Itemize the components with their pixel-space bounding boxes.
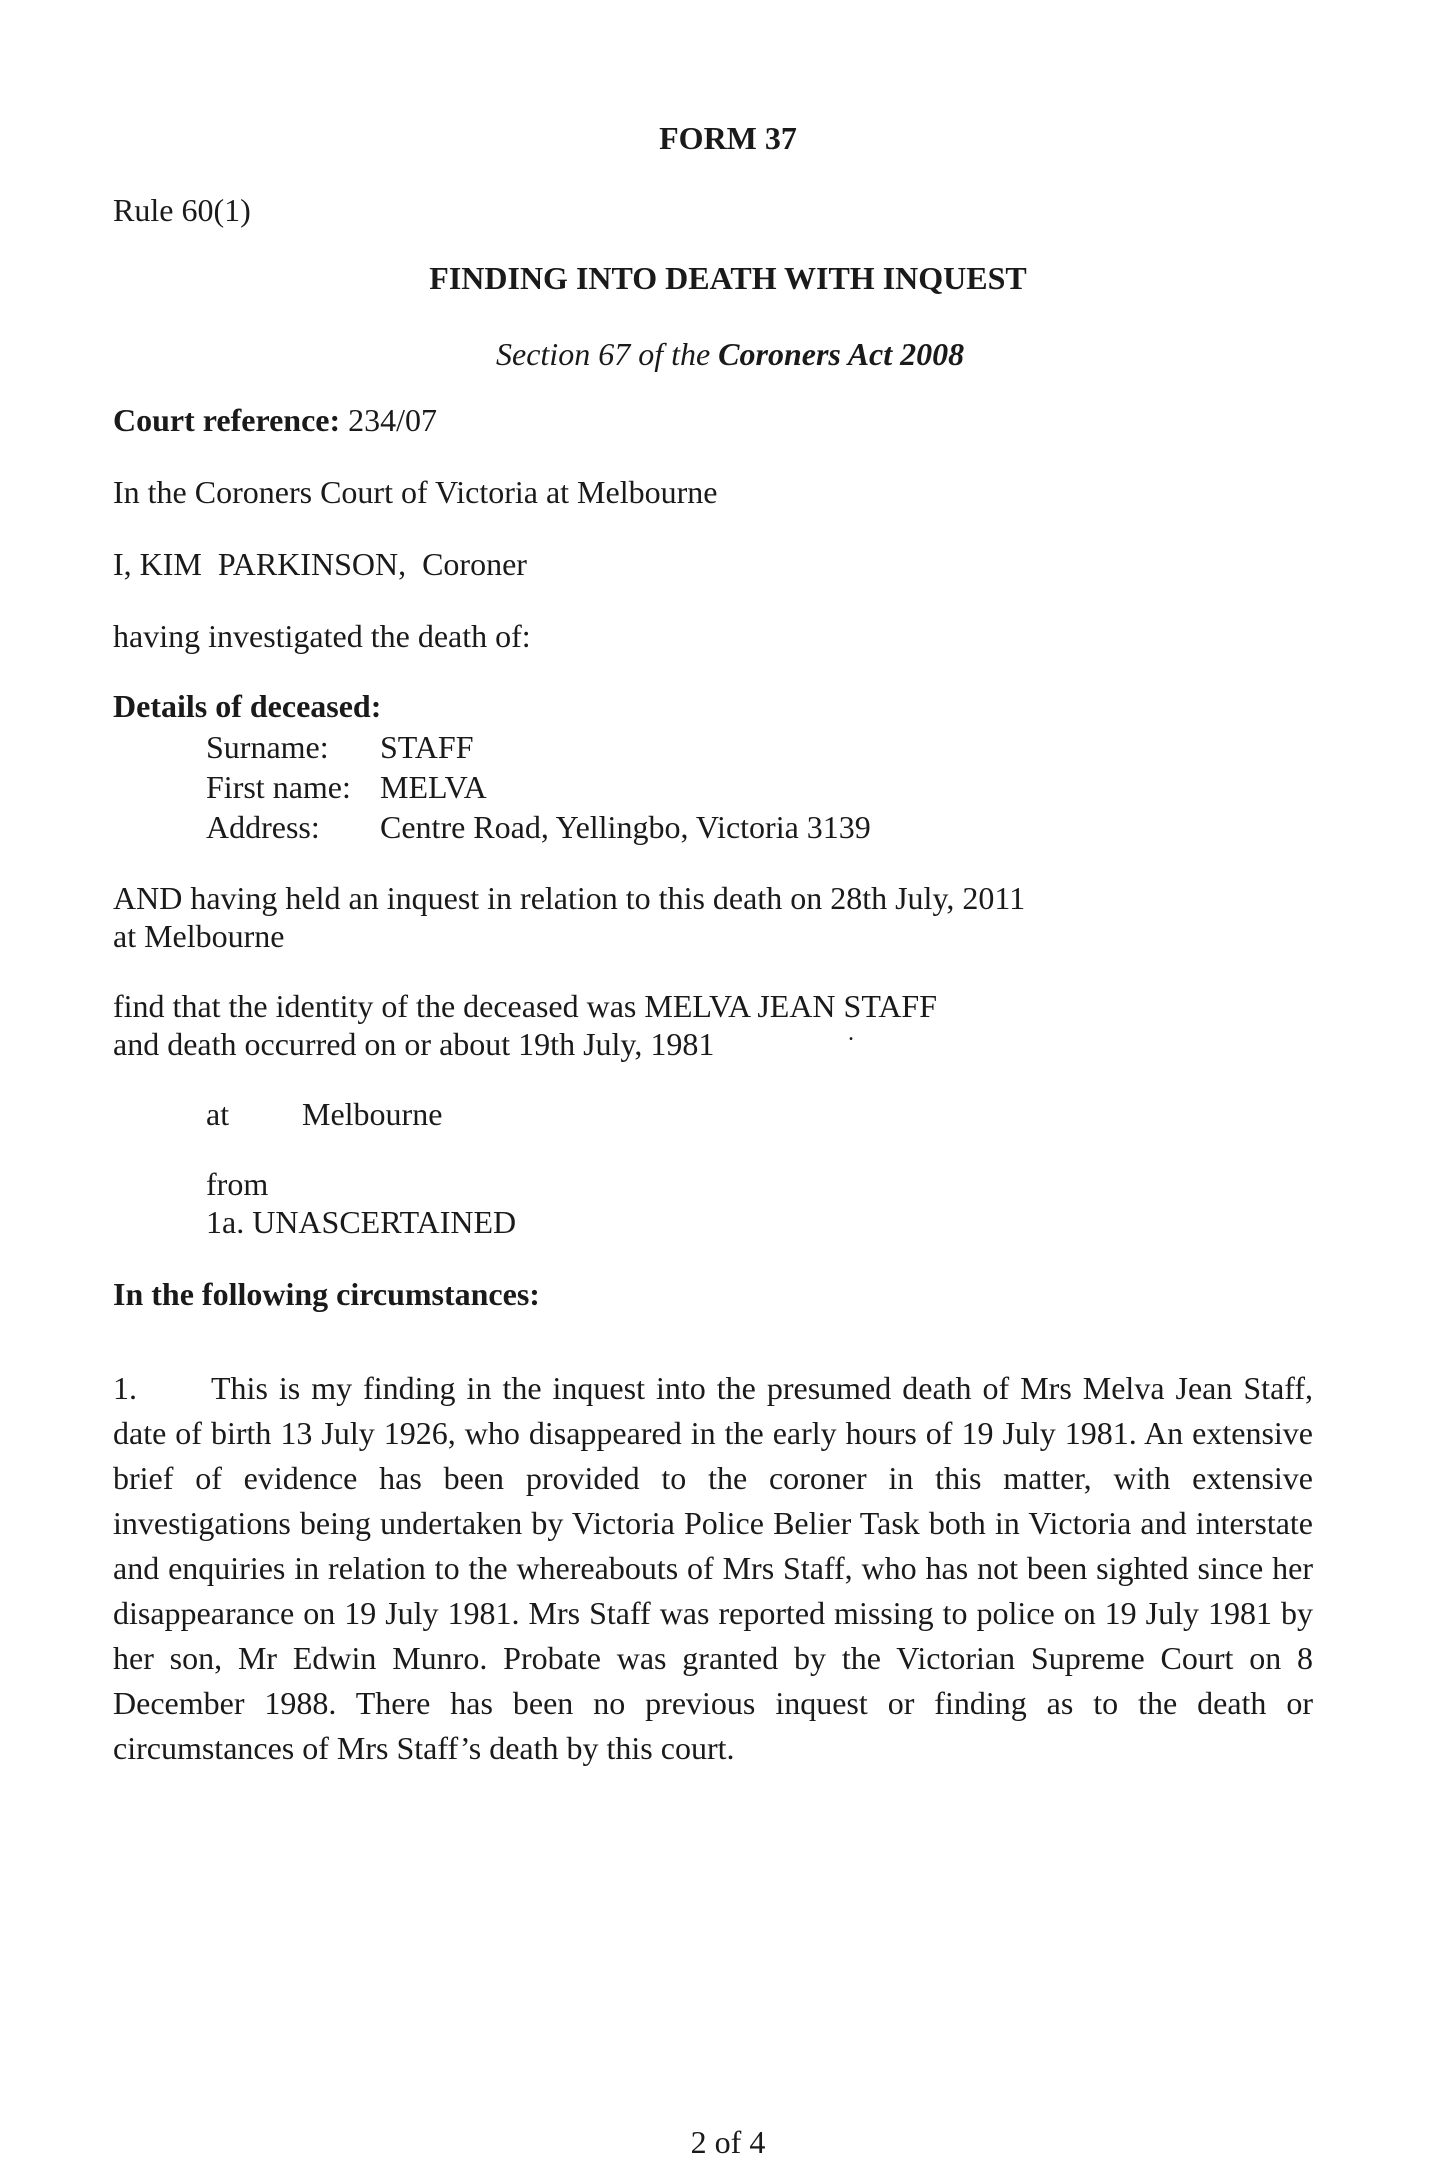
address-label: Address: [206, 809, 320, 845]
from-label: from [206, 1166, 269, 1202]
surname-label: Surname: [206, 729, 329, 765]
circumstance-paragraph [113, 1366, 1313, 1771]
court-reference-value: 234/07 [340, 402, 438, 438]
page-number: 2 of 4 [690, 2124, 766, 2160]
paragraph-number: 1. [113, 1370, 137, 1406]
identity-line-2: and death occurred on or about 19th July, 1981 [113, 1026, 715, 1062]
cause-of-death: 1a. UNASCERTAINED [206, 1204, 517, 1240]
surname-row [206, 727, 473, 767]
stray-mark: . [848, 1020, 854, 1046]
inquest-line-2: at Melbourne [113, 918, 285, 954]
rule-reference: Rule 60(1) [113, 192, 251, 228]
place-row [206, 1094, 442, 1134]
coroner-line: I, KIM PARKINSON, Coroner [113, 546, 527, 582]
act-name: Coroners Act 2008 [718, 336, 965, 372]
circumstances-heading: In the following circumstances: [113, 1276, 540, 1312]
first-name-row [206, 767, 487, 807]
court-intro: In the Coroners Court of Victoria at Melbourne [113, 474, 718, 510]
place-value: Melbourne [302, 1096, 443, 1132]
finding-title: FINDING INTO DEATH WITH INQUEST [429, 260, 1027, 296]
first-name-value: MELVA [380, 769, 487, 805]
court-reference [113, 400, 437, 440]
section-prefix: Section 67 of the [496, 336, 719, 372]
inquest-line-1: AND having held an inquest in relation to this death on 28th July, 2011 [113, 880, 1026, 916]
details-heading: Details of deceased: [113, 688, 382, 724]
paragraph-text: This is my finding in the inquest into the presumed death of Mrs Melva Jean Staff, date of birth 13 July 1926, who disappeared in the early hours of 19 July 1981. An extensive brief of evidence has been provided to the coroner in this matter, with extensive investigations being undertaken by Victoria Police Belier Task both in Victoria and interstate and enquiries in relation to the whereabouts of Mrs Staff, who has not been sighted since her disappearance on 19 July 1981. Mrs Staff was reported missing to police on 19 July 1981 by her son, Mr Edwin Munro. Probate was granted by the Victorian Supreme Court on 8 December 1988. There has been no previous inquest or finding as to the death or circumstances of Mrs Staff’s death by this court. [113, 1370, 1313, 1766]
section-reference [496, 334, 964, 374]
surname-value: STAFF [380, 729, 474, 765]
address-row [206, 807, 871, 847]
identity-line-1: find that the identity of the deceased was MELVA JEAN STAFF [113, 988, 938, 1024]
investigated-line: having investigated the death of: [113, 618, 531, 654]
form-title: FORM 37 [659, 120, 797, 156]
address-value: Centre Road, Yellingbo, Victoria 3139 [380, 809, 871, 845]
at-label: at [206, 1096, 230, 1132]
court-reference-label: Court reference: [113, 402, 341, 438]
first-name-label: First name: [206, 769, 351, 805]
